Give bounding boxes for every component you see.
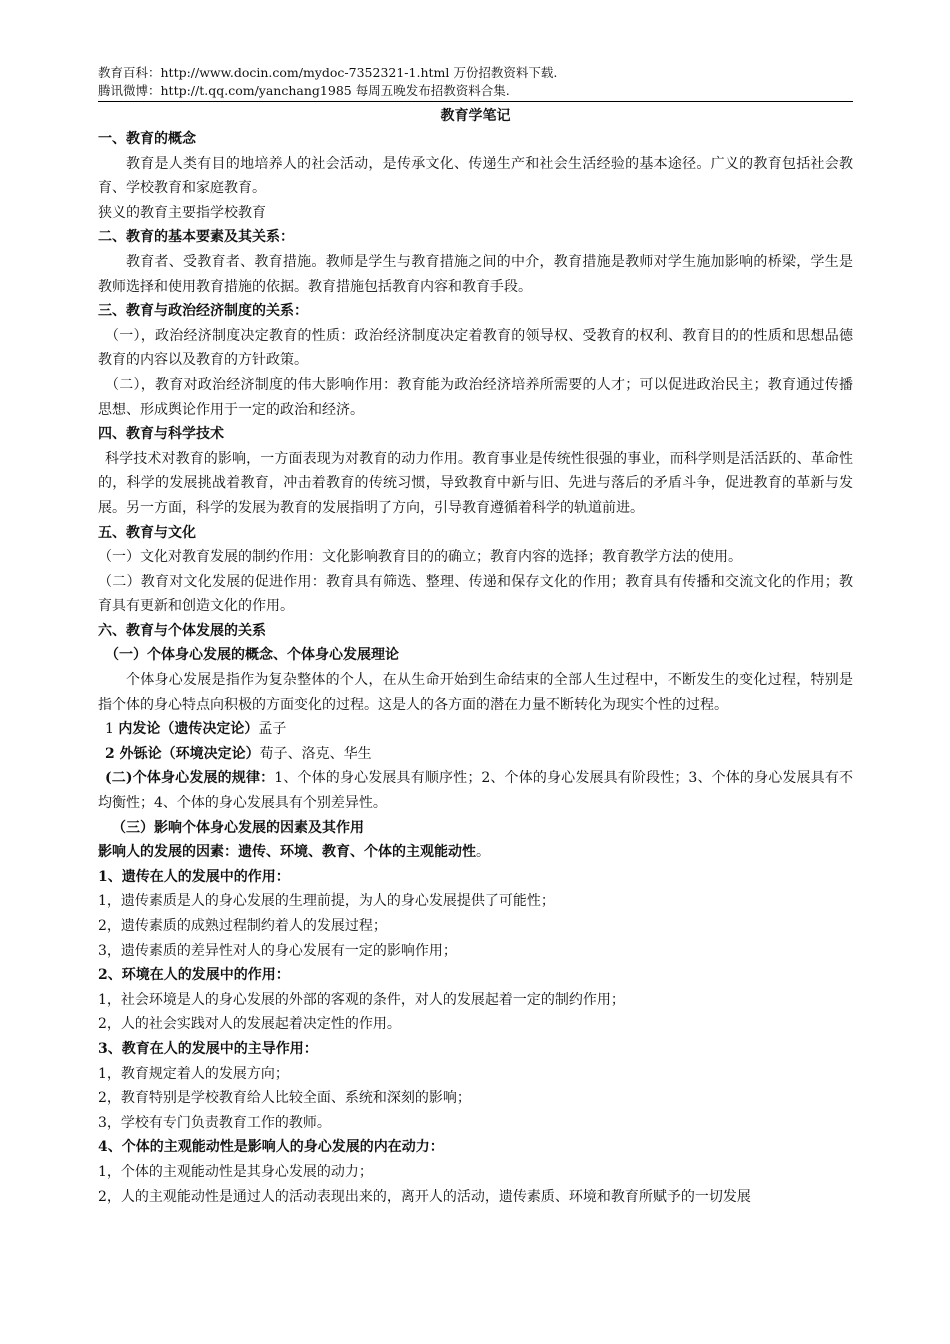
- list-item: 1，遗传素质是人的身心发展的生理前提，为人的身心发展提供了可能性；: [98, 893, 555, 910]
- theory-item-1: [98, 717, 853, 742]
- theory-name: 2 外铄论（环境决定论）: [105, 745, 260, 762]
- paragraph: 狭义的教育主要指学校教育: [98, 204, 266, 221]
- header-divider: [98, 101, 853, 102]
- list-item: 3，遗传素质的差异性对人的身心发展有一定的影响作用；: [98, 942, 457, 959]
- paragraph: （二）教育对文化发展的促进作用：教育具有筛选、整理、传递和保存文化的作用；教育具有传播和交流文化的作用；教育具有更新和创造文化的作用。: [98, 573, 853, 615]
- factor-heading-2: 2、环境在人的发展中的作用：: [98, 967, 290, 984]
- factor-heading-3: 3、教育在人的发展中的主导作用：: [98, 1040, 318, 1057]
- list-item: 2，教育特别是学校教育给人比较全面、系统和深刻的影响；: [98, 1090, 471, 1107]
- paragraph: 科学技术对教育的影响，一方面表现为对教育的动力作用。教育事业是传统性很强的事业，而科学则是活活跃的、革命性的，科学的发展挑战着教育，冲击着教育的传统习惯，导致教育中新与旧、先进与落后的矛盾斗争，促进教育的革新与发展。另一方面，科学的发展为教育的发展指明了方向，引导教育遵循着科学的轨道前进。: [98, 450, 853, 516]
- paragraph-text: 1、个体的身心发展具有顺序性；2、个体的身心发展具有阶段性；3、个体的身心发展具有不均衡性；4、个体的身心发展具有个别差异性。: [98, 770, 853, 812]
- theory-item-2: [98, 742, 853, 767]
- list-item: 2，遗传素质的成熟过程制约着人的发展过程；: [98, 918, 387, 934]
- list-item: 1，个体的主观能动性是其身心发展的动力；: [98, 1163, 373, 1180]
- list-item: 2，人的社会实践对人的发展起着决定性的作用。: [98, 1016, 401, 1033]
- factor-heading-1: 1、遗传在人的发展中的作用：: [98, 868, 290, 885]
- subsection-heading: （三）影响个体身心发展的因素及其作用: [112, 819, 364, 836]
- header-line-2: 腾讯微博：http://t.qq.com/yanchang1985 每周五晚发布招教资料合集.: [98, 83, 510, 98]
- factor-heading-4: 4、个体的主观能动性是影响人的身心发展的内在动力：: [98, 1139, 444, 1156]
- section-heading-2: 二、教育的基本要素及其关系：: [98, 229, 294, 246]
- paragraph: 教育是人类有目的地培养人的社会活动，是传承文化、传递生产和社会生活经验的基本途径。广义的教育包括社会教育、学校教育和家庭教育。: [98, 155, 853, 197]
- paragraph: （一）文化对教育发展的制约作用：文化影响教育目的的确立；教育内容的选择；教育教学方法的使用。: [98, 549, 742, 566]
- list-item: 2，人的主观能动性是通过人的活动表现出来的，离开人的活动，遗传素质、环境和教育所赋予的一切发展: [98, 1188, 751, 1205]
- paragraph: [98, 840, 853, 865]
- subsection-heading: （一）个体身心发展的概念、个体身心发展理论: [105, 647, 399, 664]
- theory-people: 荀子、洛克、华生: [259, 745, 372, 762]
- factors-end: 。: [476, 844, 490, 861]
- section-heading-5: 五、教育与文化: [98, 524, 196, 541]
- factors-heading: 影响人的发展的因素：遗传、环境、教育、个体的主观能动性: [98, 844, 476, 861]
- paragraph: 教育者、受教育者、教育措施。教师是学生与教育措施之间的中介，教育措施是教师对学生施加影响的桥梁，学生是教师选择和使用教育措施的依据。教育措施包括教育内容和教育手段。: [98, 253, 853, 295]
- theory-number: 1: [105, 721, 114, 738]
- paragraph: 个体身心发展是指作为复杂整体的个人，在从生命开始到生命结束的全部人生过程中，不断发生的变化过程，特别是指个体的身心特点向积极的方面变化的过程。这是人的各方面的潜在力量不断转化为现实个性的过程。: [98, 672, 853, 713]
- theory-people: 孟子: [258, 721, 287, 738]
- document-title: 教育学笔记: [440, 108, 511, 124]
- section-heading-4: 四、教育与科学技术: [98, 426, 224, 443]
- list-item: 1，社会环境是人的身心发展的外部的客观的条件，对人的发展起着一定的制约作用；: [98, 991, 625, 1008]
- header-line-1: 教育百科：http://www.docin.com/mydoc-7352321-1.html 万份招教资料下载.: [98, 65, 558, 80]
- paragraph: [98, 766, 853, 815]
- subsection-heading: (二)个体身心发展的规律：: [105, 770, 275, 787]
- list-item: 1，教育规定着人的发展方向；: [98, 1065, 289, 1082]
- section-heading-1: 一、教育的概念: [98, 131, 196, 147]
- list-item: 3，学校有专门负责教育工作的教师。: [98, 1114, 331, 1131]
- paragraph: （二），教育对政治经济制度的伟大影响作用：教育能为政治经济培养所需要的人才；可以促进政治民主；教育通过传播思想、形成舆论作用于一定的政治和经济。: [98, 376, 853, 418]
- section-heading-3: 三、教育与政治经济制度的关系：: [98, 303, 308, 320]
- theory-name: 内发论（遗传决定论）: [118, 721, 259, 738]
- paragraph: （一），政治经济制度决定教育的性质：政治经济制度决定着教育的领导权、受教育的权利、教育目的的性质和思想品德教育的内容以及教育的方针政策。: [98, 327, 853, 369]
- document-page: [98, 64, 853, 1209]
- section-heading-6: 六、教育与个体发展的关系: [98, 622, 266, 639]
